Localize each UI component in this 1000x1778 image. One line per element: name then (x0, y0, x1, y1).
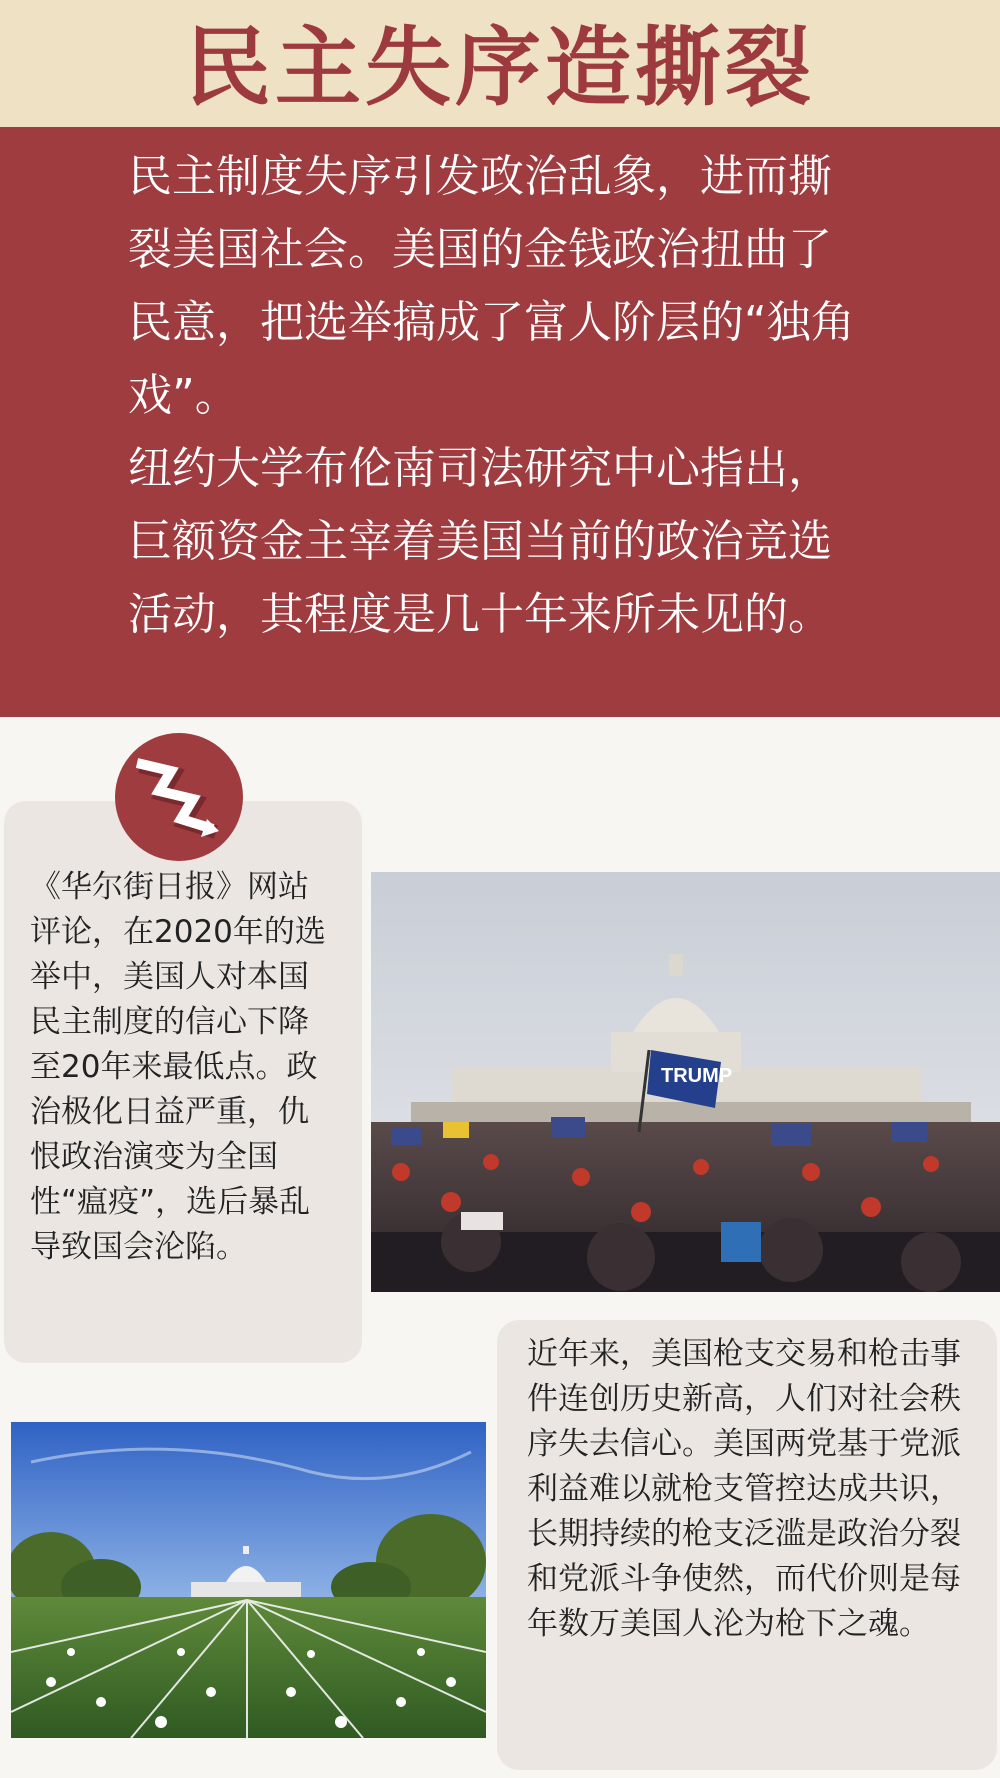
intro-paragraph-2: 纽约大学布伦南司法研究中心指出，巨额资金主宰着美国当前的政治竞选活动，其程度是几十年来所未见的。 (128, 443, 832, 640)
memorial-flags-photo (11, 1422, 486, 1738)
left-card-text: 《华尔街日报》网站评论，在2020年的选举中，美国人对本国民主制度的信心下降至20年来最低点。政治极化日益严重，仇恨政治演变为全国性“瘟疫”，选后暴乱导致国会沦陷。 (30, 869, 326, 1265)
intro-text (128, 140, 863, 651)
right-card-text: 近年来，美国枪支交易和枪击事件连创历史新高，人们对社会秩序失去信心。美国两党基于党派利益难以就枪支管控达成共识，长期持续的枪支泛滥是政治分裂和党派斗争使然，而代价则是每年数万美国人沦为枪下之魂。 (527, 1336, 961, 1642)
page-title: 民主失序造撕裂 (185, 18, 815, 118)
decline-badge (115, 733, 243, 861)
intro-paragraph-1: 民主制度失序引发政治乱象，进而撕裂美国社会。美国的金钱政治扭曲了民意，把选举搞成了富人阶层的“独角戏”。 (128, 151, 855, 421)
zigzag-down-arrow-icon (115, 733, 243, 861)
left-card (4, 801, 362, 1363)
right-card (497, 1320, 997, 1770)
trump-flag-text: TRUMP (661, 1065, 733, 1087)
capitol-crowd-photo (371, 872, 1000, 1292)
title-band (0, 0, 1000, 127)
